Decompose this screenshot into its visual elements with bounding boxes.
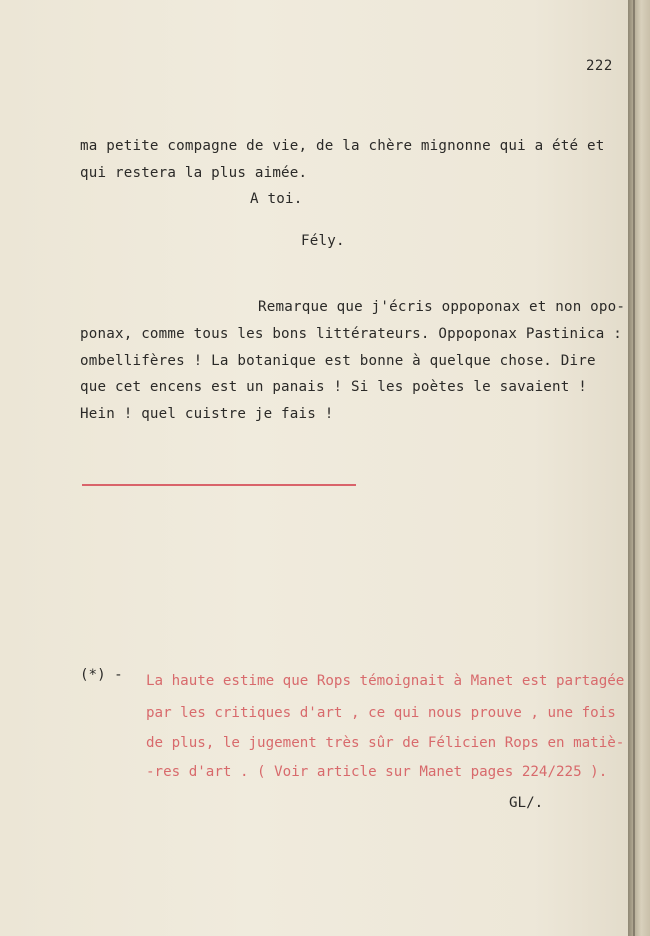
page-number: 222: [586, 58, 613, 74]
body-line-7: ombellifères ! La botanique est bonne à quelque chose. Dire: [80, 353, 596, 369]
page-edge: [628, 0, 650, 936]
binding-line: [633, 0, 635, 936]
body-line-3: A toi.: [250, 191, 303, 207]
signature-fely: Fély.: [301, 233, 345, 249]
body-line-1: ma petite compagne de vie, de la chère mignonne qui a été et: [80, 138, 605, 154]
footnote-line-4: -res d'art . ( Voir article sur Manet pages 224/225 ).: [146, 764, 608, 780]
body-line-5: Remarque que j'écris oppoponax et non opo-: [258, 299, 626, 315]
footnote-signature: GL/.: [509, 795, 544, 811]
footnote-line-1: La haute estime que Rops témoignait à Manet est partagée: [146, 673, 625, 689]
footnote-line-3: de plus, le jugement très sûr de Félicien Rops en matiè-: [146, 735, 625, 751]
body-line-6: ponax, comme tous les bons littérateurs. Oppoponax Pastinica :: [80, 326, 622, 342]
separator-rule: [82, 484, 356, 486]
body-line-2: qui restera la plus aimée.: [80, 165, 308, 181]
body-line-8: que cet encens est un panais ! Si les poètes le savaient !: [80, 379, 588, 395]
footnote-marker: (*) -: [80, 667, 123, 683]
body-line-9: Hein ! quel cuistre je fais !: [80, 406, 334, 422]
footnote-line-2: par les critiques d'art , ce qui nous prouve , une fois: [146, 705, 616, 721]
